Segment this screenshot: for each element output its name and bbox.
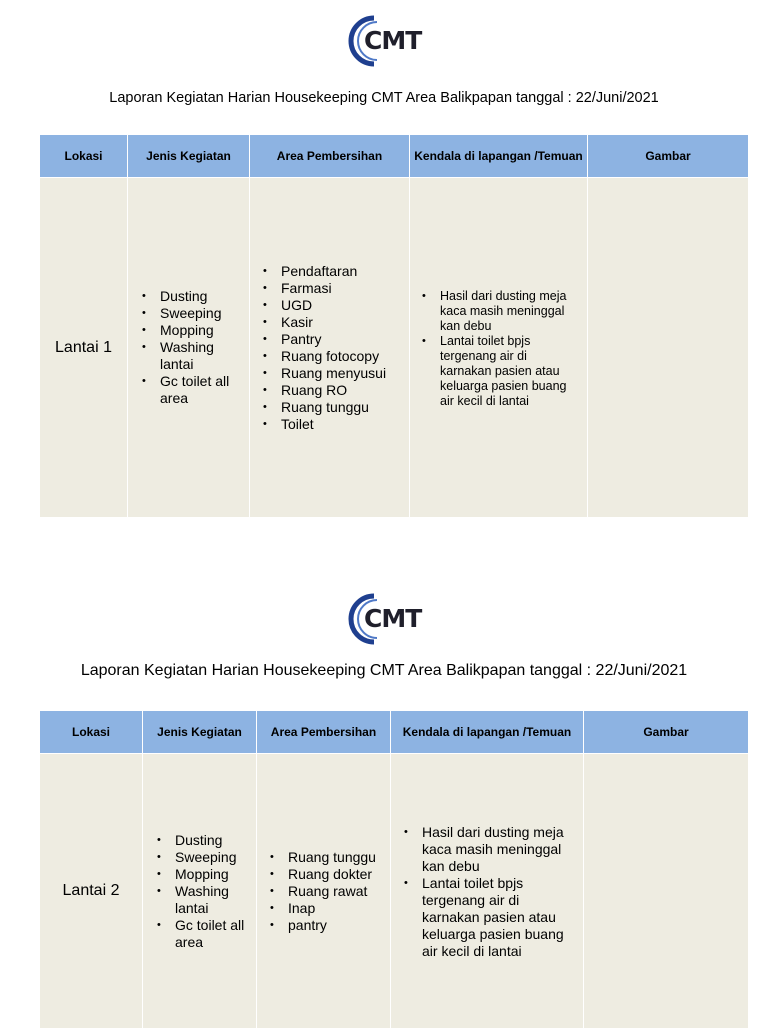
list-item: • Ruang fotocopy (281, 348, 409, 365)
list-item: • Gc toilet all area (160, 373, 243, 407)
list-item: • Dusting (175, 832, 250, 849)
list-item: • Gc toilet all area (175, 917, 250, 951)
area-cell (250, 178, 410, 518)
gambar-cell (588, 178, 749, 518)
list-item: • Ruang dokter (288, 866, 386, 883)
kendala-cell (391, 754, 584, 1029)
list-item: • pantry (288, 917, 386, 934)
lokasi-cell: Lantai 1 (40, 178, 128, 518)
list-item: • UGD (281, 297, 409, 314)
logo-text: CMT (364, 604, 422, 633)
report-table-2 (39, 710, 749, 1029)
report-title-1: Laporan Kegiatan Harian Housekeeping CMT Area Balikpapan tanggal : 22/Juni/2021 (109, 90, 659, 106)
list-item: • Ruang menyusui (281, 365, 409, 382)
kendala-cell (410, 178, 588, 518)
list-item: • Lantai toilet bpjs tergenang air di karnakan pasien atau keluarga pasien buang air kecil di lantai (440, 334, 579, 409)
lokasi-cell: Lantai 2 (40, 754, 143, 1029)
kegiatan-cell (128, 178, 250, 518)
header-lokasi: Lokasi (40, 711, 143, 754)
gambar-cell (584, 754, 749, 1029)
list-item: • Sweeping (175, 849, 250, 866)
list-item: • Dusting (160, 288, 243, 305)
area-cell (257, 754, 391, 1029)
header-kendala: Kendala di lapangan /Temuan (391, 711, 584, 754)
list-item: • Mopping (175, 866, 250, 883)
header-gambar: Gambar (584, 711, 749, 754)
cmt-logo (344, 592, 424, 646)
list-item: • Ruang rawat (288, 883, 386, 900)
logo-text: CMT (364, 26, 422, 55)
report-table-1 (39, 134, 749, 518)
cmt-logo (344, 14, 424, 68)
list-item: • Pantry (281, 331, 409, 348)
header-kendala: Kendala di lapangan /Temuan (410, 135, 588, 178)
list-item: • Hasil dari dusting meja kaca masih meninggal kan debu (440, 289, 579, 334)
list-item: • Ruang tunggu (288, 849, 386, 866)
list-item: • Lantai toilet bpjs tergenang air di karnakan pasien atau keluarga pasien buang air kecil di lantai (422, 875, 573, 960)
list-item: • Inap (288, 900, 386, 917)
list-item: • Hasil dari dusting meja kaca masih meninggal kan debu (422, 824, 573, 875)
header-lokasi: Lokasi (40, 135, 128, 178)
header-jenis-kegiatan: Jenis Kegiatan (143, 711, 257, 754)
list-item: • Toilet (281, 416, 409, 433)
list-item: • Kasir (281, 314, 409, 331)
list-item: • Washing lantai (175, 883, 250, 917)
list-item: • Ruang RO (281, 382, 409, 399)
list-item: • Mopping (160, 322, 243, 339)
header-area-pembersihan: Area Pembersihan (257, 711, 391, 754)
list-item: • Sweeping (160, 305, 243, 322)
header-jenis-kegiatan: Jenis Kegiatan (128, 135, 250, 178)
header-gambar: Gambar (588, 135, 749, 178)
report-title-2: Laporan Kegiatan Harian Housekeeping CMT Area Balikpapan tanggal : 22/Juni/2021 (80, 662, 688, 679)
list-item: • Pendaftaran (281, 263, 409, 280)
kegiatan-cell (143, 754, 257, 1029)
header-area-pembersihan: Area Pembersihan (250, 135, 410, 178)
list-item: • Farmasi (281, 280, 409, 297)
list-item: • Washing lantai (160, 339, 243, 373)
list-item: • Ruang tunggu (281, 399, 409, 416)
